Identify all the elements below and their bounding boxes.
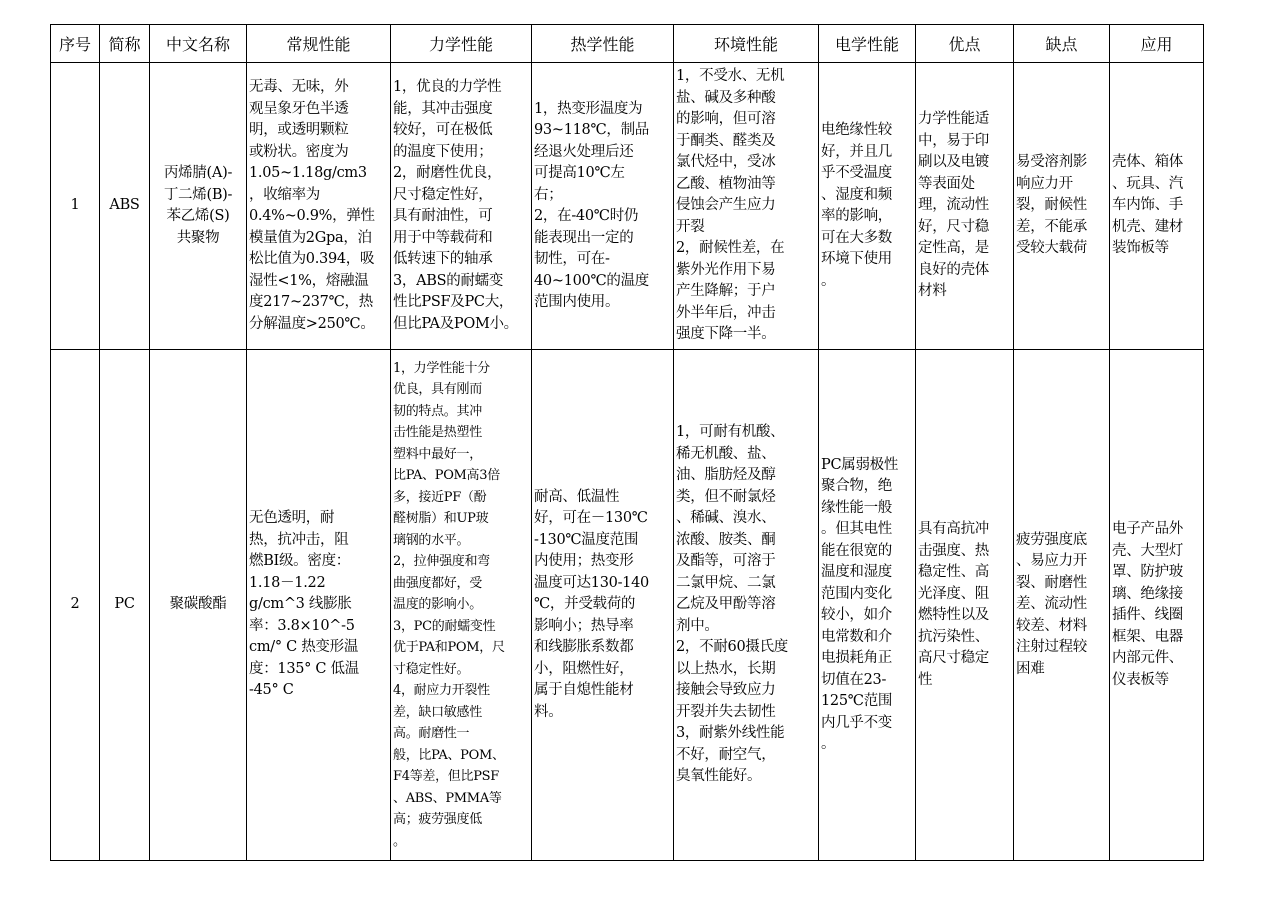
header-cell: 序号 <box>51 25 100 63</box>
header-cell: 中文名称 <box>150 25 247 63</box>
mechanical-properties-cell: 1，优良的力学性 能，其冲击强度 较好，可在极低 的温度下使用； 2，耐磨性优良， 尺寸稳定性好， 具有耐油性，可 用于中等载荷和 低转速下的轴承 3，ABS的耐蠕变 性比PSF及PC大， 但比PA及POM小。 <box>391 63 532 350</box>
table-row <box>51 63 1204 350</box>
header-cell: 热学性能 <box>532 25 674 63</box>
header-cell: 电学性能 <box>819 25 916 63</box>
applications-cell: 壳体、箱体 、玩具、汽 车内饰、手 机壳、建材 装饰板等 <box>1110 63 1204 350</box>
header-cell: 常规性能 <box>247 25 391 63</box>
mechanical-properties-cell: 1，力学性能十分 优良，具有刚而 韧的特点。其冲 击性能是热塑性 塑料中最好一， 比PA、POM高3倍 多，接近PF（酚 醛树脂）和UP玻 璃钢的水平。 2，拉伸强度和弯 曲强度都好，受 温度的影响小。 3，PC的耐蠕变性 优于PA和POM，尺 寸稳定性好。 4，耐应力开裂性 差，缺口敏感性 高。耐磨性一 般，比PA、POM、 F4等差，但比PSF 、ABS、PMMA等 高；疲劳强度低 。 <box>391 350 532 861</box>
header-cell: 简称 <box>100 25 150 63</box>
row-number: 2 <box>51 350 100 861</box>
header-cell: 环境性能 <box>674 25 819 63</box>
header-cell: 力学性能 <box>391 25 532 63</box>
header-cell: 优点 <box>916 25 1014 63</box>
row-number: 1 <box>51 63 100 350</box>
abbreviation-cell: ABS <box>100 63 150 350</box>
thermal-properties-cell: 1，热变形温度为 93~118℃，制品 经退火处理后还 可提高10℃左 右； 2，在-40℃时仍 能表现出一定的 韧性，可在- 40~100℃的温度 范围内使用。 <box>532 63 674 350</box>
header-row <box>51 25 1204 63</box>
thermal-properties-cell: 耐高、低温性 好，可在－130℃ -130℃温度范围 内使用；热变形 温度可达130-140 ℃，并受载荷的 影响小；热导率 和线膨胀系数都 小，阻燃性好， 属于自熄性能材 料。 <box>532 350 674 861</box>
chinese-name-cell: 丙烯腈(A)- 丁二烯(B)- 苯乙烯(S) 共聚物 <box>150 63 247 350</box>
applications-cell: 电子产品外 壳、大型灯 罩、防护玻 璃、绝缘接 插件、线圈 框架、电器 内部元件、 仪表板等 <box>1110 350 1204 861</box>
general-properties-cell: 无毒、无味，外 观呈象牙色半透 明，或透明颗粒 或粉状。密度为 1.05~1.18g/cm3 ，收缩率为 0.4%~0.9%，弹性 模量值为2Gpa，泊 松比值为0.394，吸 湿性<1%，熔融温 度217~237℃，热 分解温度>250℃。 <box>247 63 391 350</box>
advantages-cell: 力学性能适 中，易于印 刷以及电镀 等表面处 理，流动性 好，尺寸稳 定性高，是 良好的壳体 材料 <box>916 63 1014 350</box>
header-cell: 应用 <box>1110 25 1204 63</box>
disadvantages-cell: 疲劳强度底 、易应力开 裂、耐磨性 差、流动性 较差、材料 注射过程较 困难 <box>1014 350 1110 861</box>
table-row <box>51 350 1204 861</box>
general-properties-cell: 无色透明，耐 热，抗冲击，阻 燃BI级。密度： 1.18－1.22 g/cm^3 线膨胀 率：3.8×10^-5 cm/° C 热变形温 度：135° C 低温 -45° C <box>247 350 391 861</box>
properties-table <box>50 24 1204 861</box>
electrical-properties-cell: 电绝缘性较 好，并且几 乎不受温度 、湿度和频 率的影响， 可在大多数 环境下使用 。 <box>819 63 916 350</box>
advantages-cell: 具有高抗冲 击强度、热 稳定性、高 光泽度、阻 燃特性以及 抗污染性、 高尺寸稳定 性 <box>916 350 1014 861</box>
abbreviation-cell: PC <box>100 350 150 861</box>
electrical-properties-cell: PC属弱极性 聚合物，绝 缘性能一般 。但其电性 能在很宽的 温度和湿度 范围内变化 较小，如介 电常数和介 电损耗角正 切值在23- 125℃范围 内几乎不变 。 <box>819 350 916 861</box>
chinese-name-cell: 聚碳酸酯 <box>150 350 247 861</box>
header-cell: 缺点 <box>1014 25 1110 63</box>
disadvantages-cell: 易受溶剂影 响应力开 裂，耐候性 差，不能承 受较大载荷 <box>1014 63 1110 350</box>
environmental-properties-cell: 1，不受水、无机 盐、碱及多种酸 的影响，但可溶 于酮类、醛类及 氯代烃中，受冰 乙酸、植物油等 侵蚀会产生应力 开裂 2，耐候性差，在 紫外光作用下易 产生降解；于户 外半年后，冲击 强度下降一半。 <box>674 63 819 350</box>
environmental-properties-cell: 1，可耐有机酸、 稀无机酸、盐、 油、脂肪烃及醇 类，但不耐氯烃 、稀碱、溴水、 浓酸、胺类、酮 及酯等，可溶于 二氯甲烷、二氯 乙烷及甲酚等溶 剂中。 2，不耐60摄氏度 以上热水，长期 接触会导致应力 开裂并失去韧性 3，耐紫外线性能 不好，耐空气， 臭氧性能好。 <box>674 350 819 861</box>
